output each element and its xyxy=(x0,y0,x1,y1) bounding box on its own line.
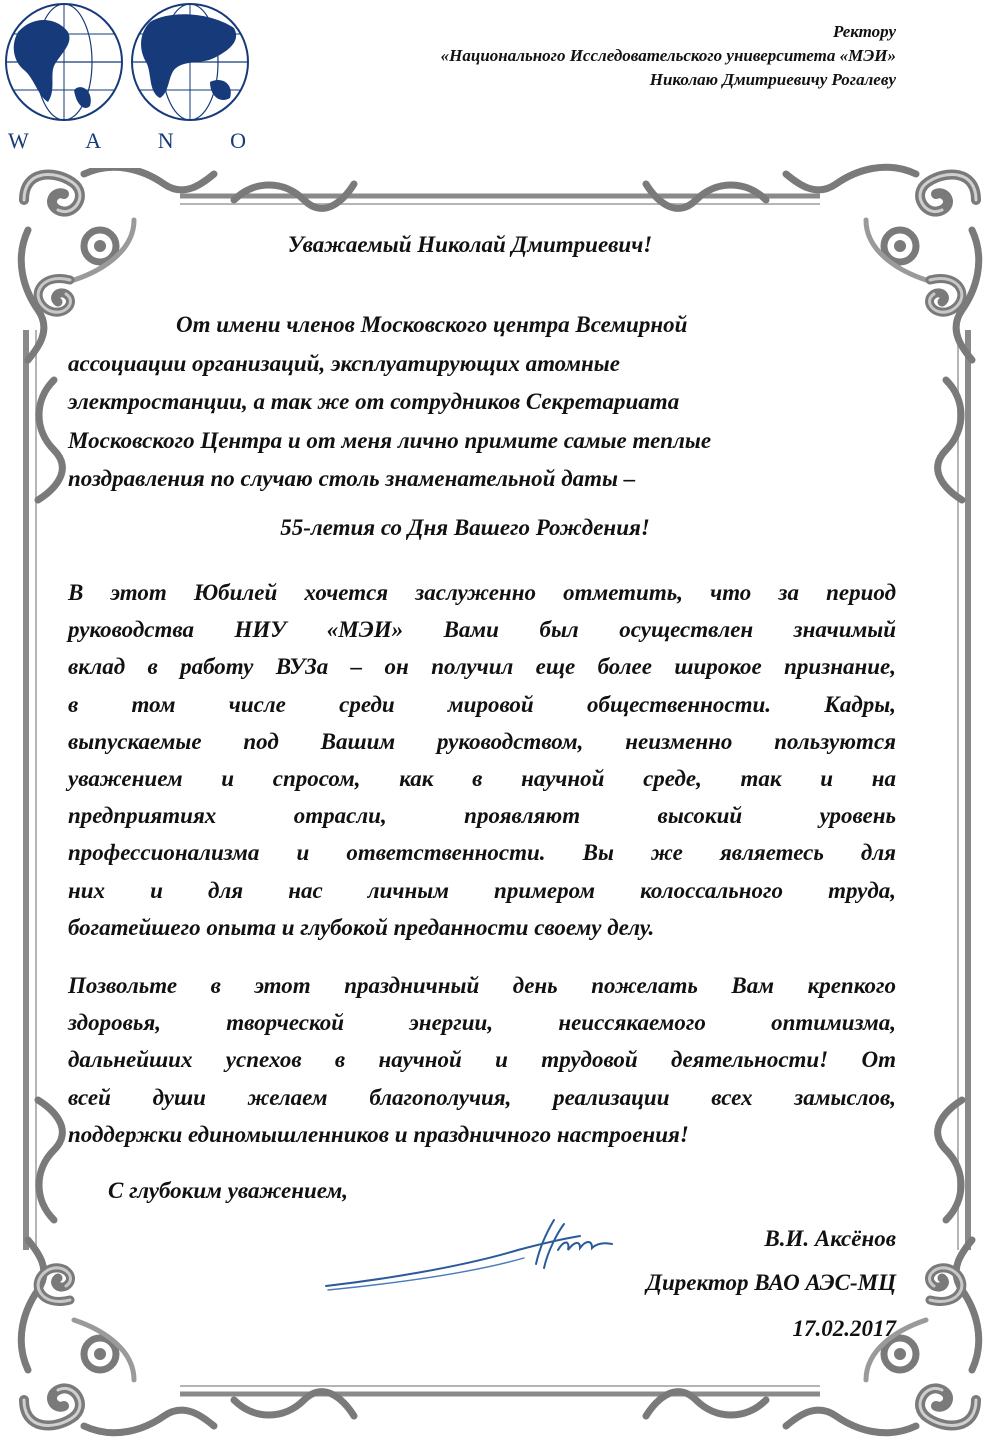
signature-icon xyxy=(318,1210,618,1300)
logo-letter: A xyxy=(85,128,104,153)
logo-letter: W xyxy=(8,128,31,153)
paragraph-line: поддержки единомышленников и праздничного настроения! xyxy=(68,1121,689,1147)
paragraph-line: всей души желаем благополучия, реализации всех замыслов, xyxy=(68,1084,896,1110)
wano-logo xyxy=(0,0,256,168)
paragraph-line: В этот Юбилей хочется заслуженно отметить, что за период xyxy=(68,580,896,605)
addressee-line: «Национального Исследовательского университета «МЭИ» xyxy=(440,46,896,65)
intro-line: ассоциации организаций, эксплуатирующих атомные xyxy=(68,350,620,376)
paragraph-line: здоровья, творческой энергии, неиссякаемого оптимизма, xyxy=(68,1010,896,1036)
intro-line: поздравления по случаю столь знаменательной даты – xyxy=(68,466,636,491)
paragraph-line: руководства НИУ «МЭИ» Вами был осуществлен значимый xyxy=(68,617,896,643)
paragraph-line: богатейшего опыта и глубокой преданности своему делу. xyxy=(68,914,655,940)
signer-name: В.И. Аксёнов xyxy=(764,1226,896,1251)
intro-line: электростанции, а так же от сотрудников Секретариата xyxy=(68,389,680,414)
paragraph-line: предприятиях отрасли, проявляют высокий уровень xyxy=(68,803,896,829)
jubilee-line: 55-летия со Дня Вашего Рождения! xyxy=(280,515,650,540)
letter-date: 17.02.2017 xyxy=(792,1316,896,1341)
addressee-block xyxy=(441,20,896,92)
paragraph-line: выпускаемые под Вашим руководством, неизменно пользуются xyxy=(68,728,896,754)
logo-letter: O xyxy=(230,128,248,153)
intro-line: От имени членов Московского центра Всемирной xyxy=(176,312,688,337)
logo-letter: N xyxy=(157,128,176,153)
paragraph-line: уважением и спросом, как в научной среде, так и на xyxy=(68,766,896,792)
paragraph-line: них и для нас личным примером колоссального труда, xyxy=(68,877,896,903)
intro-line: Московского Центра и от меня лично примите самые теплые xyxy=(68,427,712,453)
paragraph-line: Позвольте в этот праздничный день пожелать Вам крепкого xyxy=(68,973,896,998)
addressee-line: Николаю Дмитриевичу Рогалеву xyxy=(649,70,896,89)
signer-title: Директор ВАО АЭС-МЦ xyxy=(646,1270,896,1295)
paragraph-line: дальнейших успехов в научной и трудовой деятельности! От xyxy=(68,1047,896,1073)
paragraph-achievements xyxy=(68,574,896,946)
paragraph-line: профессионализма и ответственности. Вы же являетесь для xyxy=(68,840,896,866)
paragraph-line: вклад в работу ВУЗа – он получил еще более широкое признание, xyxy=(68,654,896,680)
paragraph-line: в том числе среди мировой общественности. Кадры, xyxy=(68,691,896,717)
closing: С глубоким уважением, xyxy=(108,1178,348,1203)
logo-wordmark xyxy=(8,128,248,154)
addressee-line: Ректору xyxy=(832,22,896,41)
globe-icon xyxy=(0,0,256,130)
intro-paragraph xyxy=(68,306,898,499)
greeting: Уважаемый Николай Дмитриевич! xyxy=(287,232,653,257)
paragraph-wishes xyxy=(68,967,896,1153)
